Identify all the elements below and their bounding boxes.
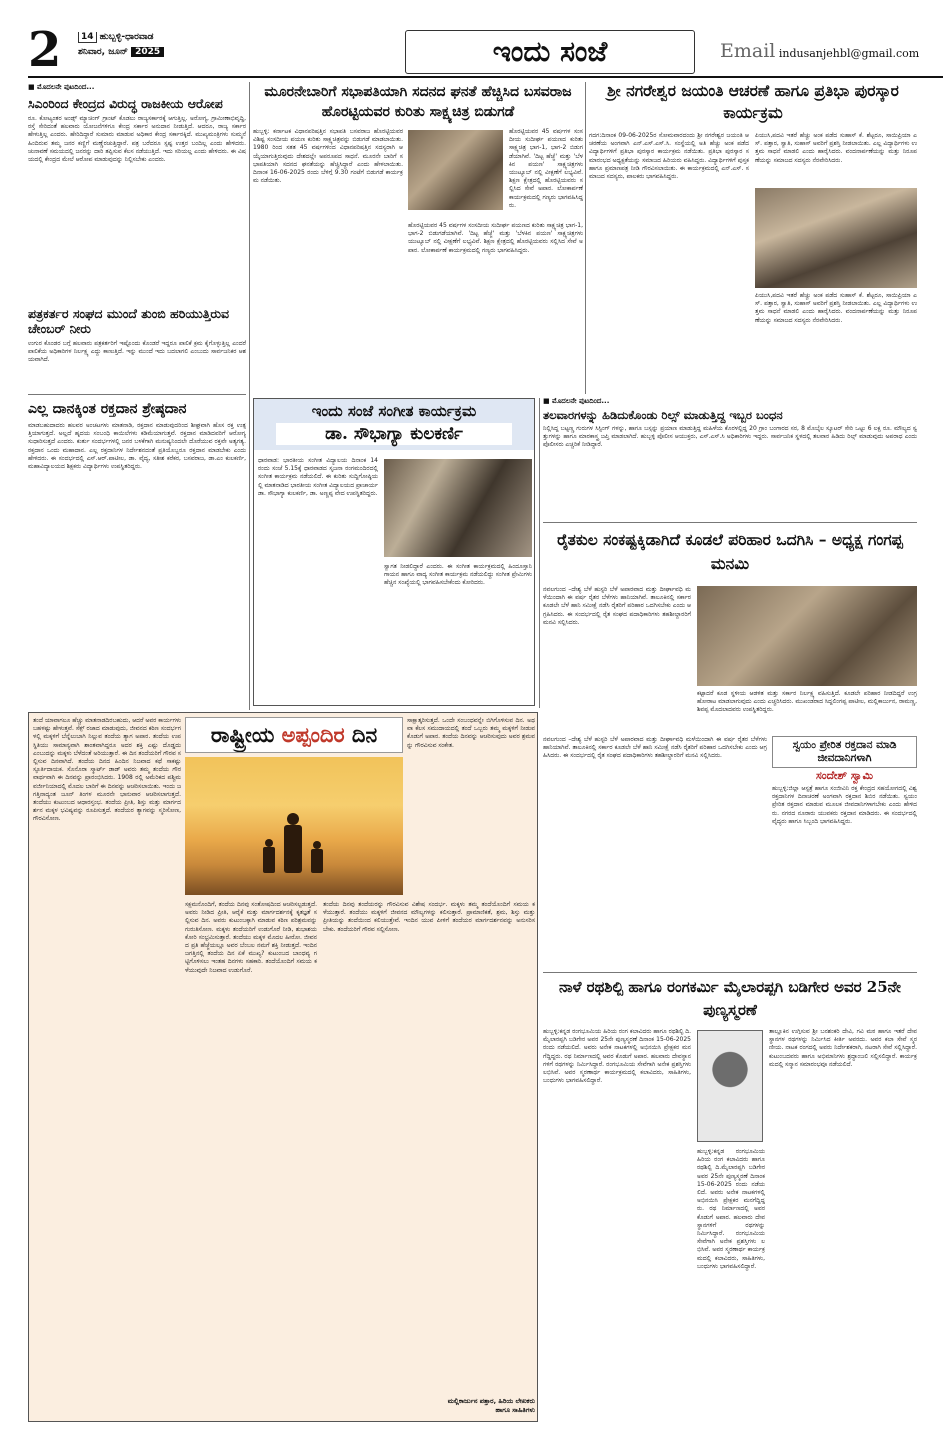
page-header xyxy=(0,0,945,80)
kicker-label: ■ ಮೊದಲನೇ ಪುಟದಿಂದ... xyxy=(543,397,610,405)
article-headline: ತಲವಾರಗಳನ್ನು ಹಿಡಿದುಕೊಂಡು ರಿಲ್ಸ್ ಮಾಡುತ್ತಿದ್ದ ಇಬ್ಬರ ಬಂಧನ xyxy=(543,408,783,422)
article-body: ಕಟ್ಟಾದರೆ ಕೂಡ ಸ್ಥಳೀಯ ಆಡಳಿತ ಮತ್ತು ಸರ್ಕಾರ ನಿರ್ಲಕ್ಷ್ಯ ವಹಿಸುತ್ತಿದೆ. ಕೂಡಲೇ ಪರಿಹಾರ ನೀಡದಿದ್ದರೆ ಉಗ್ರ ಹೋರಾಟ ಮಾಡಲಾಗುವುದು ಎಂದು ಎಚ್ಚರಿಸಿದರು. ಮುಖಂಡರಾದ ಸಿದ್ದಲಿಂಗಪ್ಪ ಪಾಟೀಲ, ಮಲ್ಲಿಕಾರ್ಜುನ, ರಾಮಣ್ಣ, ಶಿವಪ್ಪ ಮೊದಲಾದವರು ಉಪಸ್ಥಿತರಿದ್ದರು. xyxy=(697,690,917,714)
divider xyxy=(28,394,246,395)
masthead-logo: ಇಂದು ಸಂಜೆ xyxy=(405,30,695,74)
article-fathers-day xyxy=(28,712,538,1422)
article-body: ಹುಬ್ಬಳ್ಳಿ:ಜಿಲ್ಲಾ ಆಸ್ಪತ್ರೆ ಹಾಗೂ ಸಂಜೀವಿನಿ ರಕ್ತ ಕೇಂದ್ರದ ಸಹಯೋಗದಲ್ಲಿ ವಿಶ್ವ ರಕ್ತದಾನಿಗಳ ದಿನಾಚರಣೆ ಅಂಗವಾಗಿ ರಕ್ತದಾನ ಶಿಬಿರ ನಡೆಯಿತು. ಸ್ವಯಂ ಪ್ರೇರಿತ ರಕ್ತದಾನ ಮಾಡುವ ಮೂಲಕ ಜೀವದಾನಿಗಳಾಗಬೇಕು ಎಂದು ಹೇಳಿದರು. ನಗರದ ನೂರಾರು ಯುವಕರು ರಕ್ತದಾನ ಮಾಡಿದರು. ಈ ಸಂದರ್ಭದಲ್ಲಿ ವೈದ್ಯರು ಹಾಗೂ ಸಿಬ್ಬಂದಿ ಭಾಗವಹಿಸಿದ್ದರು. xyxy=(772,785,917,825)
article-headline: ಮೂರನೇಬಾರಿಗೆ ಸಭಾಪತಿಯಾಗಿ ಸದನದ ಘನತೆ ಹೆಚ್ಚಿಸಿದ ಬಸವರಾಜ ಹೊರಟ್ಟಿಯವರ ಕುರಿತು ಸಾಕ್ಷ್ಯಚಿತ್ರ ಬಿಡುಗಡೆ xyxy=(264,84,572,120)
article-body-cont: ಹೊರಟ್ಟಿಯವರ 45 ವರ್ಷಗಳ ಸಂಸದೀಯ ಸುದೀರ್ಘ ಪಯಣದ ಕುರಿತು ಸಾಕ್ಷ್ಯಚಿತ್ರ ಭಾಗ-1, ಭಾಗ-2 ಬಿಡುಗಡೆಯಾಗಿವೆ. 'ದಿಟ್ಟ ಹೆಜ್ಜೆ' ಮತ್ತು 'ಬೆಳಕಿನ ಪಯಣ' ಸಾಕ್ಷ್ಯಚಿತ್ರಗಳು ಯುಟ್ಯೂಬ್ ನಲ್ಲಿ ವೀಕ್ಷಣೆಗೆ ಲಭ್ಯವಿವೆ. ಶಿಕ್ಷಣ ಕ್ಷೇತ್ರದಲ್ಲಿ ಹೊರಟ್ಟಿಯವರು ಸಲ್ಲಿಸಿದ ಸೇವೆ ಅಪಾರ. ಲೋಕಾರ್ಪಣೆ ಕಾರ್ಯಕ್ರಮದಲ್ಲಿ ಗಣ್ಯರು ಭಾಗವಹಿಸಿದ್ದರು. xyxy=(408,222,583,254)
divider xyxy=(543,972,917,973)
photo-portrait xyxy=(697,1030,763,1142)
article-body: ಧಾರವಾಡ: ಭಾರತೀಯ ಸಂಗೀತ ವಿದ್ಯಾಲಯ ದಿನಾಂಕ 14 ರಂದು ಸಂಜೆ 5.15ಕ್ಕೆ ಧಾರವಾಡದ ಸೃಜನಾ ರಂಗಮಂದಿರದಲ್ಲಿ ಸಂಗೀತ ಕಾರ್ಯಕ್ರಮ ನಡೆಯಲಿದೆ. ಈ ಕುರಿತು ಸುದ್ದಿಗೋಷ್ಠಿಯಲ್ಲಿ ಮಾತನಾಡಿದ ಭಾರತೀಯ ಸಂಗೀತ ವಿದ್ಯಾಲಯದ ಪ್ರಾಚಾರ್ಯ ಡಾ. ಸೌಭಾಗ್ಯಾ ಕುಲಕರ್ಣಿ, ಡಾ. ಅಣ್ಣಪ್ಪ ವೇದ ಉಪಸ್ಥಿತರಿದ್ದರು. xyxy=(258,457,378,497)
photo-press-meet xyxy=(384,459,532,557)
article-body: ಸಾಕ್ಷಾತ್ಕರಿಸುತ್ತದೆ. ಒಂದೇ ಸಂಬಂಧವನ್ನೇ ಬಿಗಿಗೊಳಿಸುವ ದಿನ. ಅಥವಾ ಕೆಲಸ ಸಮುದಾಯದಲ್ಲಿ ತಂದೆ ಒಬ್ಬರು ತಮ್ಮ ಮಕ್ಕಳಿಗೆ ನೀಡುವ ಕೊಡುಗೆ ಅಪಾರ. ತಂದೆಯ ದಿನವನ್ನು ಆಚರಿಸುವುದು ಅವರ ಶ್ರಮವನ್ನು ಗೌರವಿಸುವ ಸಂಕೇತ. xyxy=(407,717,535,749)
headline-part: ದಿನ xyxy=(344,722,378,747)
article-documentary xyxy=(253,82,583,394)
photo-farmers-memorandum xyxy=(697,586,917,686)
article-headline: ರೈತಕುಲ ಸಂಕಷ್ಟಕ್ಕಿಡಾಗಿದೆ ಕೂಡಲೆ ಪರಿಹಾರ ಒದಗಿಸಿ – ಅಧ್ಯಕ್ಷ ಗಂಗಪ್ಪ ಮನಮಿ xyxy=(557,530,903,573)
headline-highlight: ಅಪ್ಪಂದಿರ xyxy=(281,722,345,747)
issue-number: 14 xyxy=(78,32,97,43)
article-body-cont: ಹುಬ್ಬಳ್ಳಿ:ಕನ್ನಡ ರಂಗಭೂಮಿಯ ಹಿರಿಯ ರಂಗ ಕಲಾವಿದರು ಹಾಗೂ ರಥಶಿಲ್ಪಿ ದಿ.ಮೈಲಾರಪ್ಪಗಿ ಬಡಿಗೇರ ಅವರ 25ನೇ ಪುಣ್ಯಸ್ಮರಣೆ ದಿನಾಂಕ 15-06-2025 ರಂದು ನಡೆಯಲಿದೆ. ಅವರು ಅನೇಕ ನಾಟಕಗಳಲ್ಲಿ ಅಭಿನಯಿಸಿ ಪ್ರೇಕ್ಷಕರ ಮನಗೆದ್ದಿದ್ದರು. ರಥ ನಿರ್ಮಾಣದಲ್ಲಿ ಅವರ ಕೊಡುಗೆ ಅಪಾರ. ಹಲವಾರು ದೇವಸ್ಥಾನಗಳಿಗೆ ರಥಗಳನ್ನು ನಿರ್ಮಿಸಿದ್ದಾರೆ. ರಂಗಭೂಮಿಯ ಸೇವೆಗಾಗಿ ಅನೇಕ ಪ್ರಶಸ್ತಿಗಳು ಲಭಿಸಿವೆ. ಅವರ ಸ್ಮರಣಾರ್ಥ ಕಾರ್ಯಕ್ರಮದಲ್ಲಿ ಕಲಾವಿದರು, ಸಾಹಿತಿಗಳು, ಬಂಧುಗಳು ಭಾಗವಹಿಸಲಿದ್ದಾರೆ. xyxy=(697,1148,765,1270)
column-left xyxy=(28,82,246,722)
page-number: 2 xyxy=(28,30,62,70)
article-headline: ಪತ್ರಕರ್ತರ ಸಂಘದ ಮುಂದೆ ತುಂಬಿ ಹರಿಯುತ್ತಿರುವ ಚೇಂಬರ್ ನೀರು xyxy=(28,306,229,336)
article-body: ಸ್ವಾಗತ ನೀಡಲಿದ್ದಾರೆ ಎಂದರು. ಈ ಸಂಗೀತ ಕಾರ್ಯಕ್ರಮದಲ್ಲಿ ಹಿಂದೂಸ್ತಾನಿ ಗಾಯನ ಹಾಗೂ ವಾದ್ಯ ಸಂಗೀತ ಕಾರ್ಯಕ್ರಮ ನಡೆಯಲಿದ್ದು ಸಂಗೀತ ಪ್ರೇಮಿಗಳು ಹೆಚ್ಚಿನ ಸಂಖ್ಯೆಯಲ್ಲಿ ಭಾಗವಹಿಸಬೇಕೆಂದು ಕೋರಿದರು. xyxy=(384,563,532,587)
article-body: ತಂದೆಯ ದಿನವು ತಂದೆಯರನ್ನು ಗೌರವಿಸುವ ವಿಶೇಷ ಸಂದರ್ಭ. ಮಕ್ಕಳು ತಮ್ಮ ತಂದೆಯೊಂದಿಗೆ ಸಮಯ ಕಳೆಯುತ್ತಾರೆ. ತಂದೆಯು ಮಕ್ಕಳಿಗೆ ಜೀವನದ ಮೌಲ್ಯಗಳನ್ನು ಕಲಿಸುತ್ತಾರೆ. ಪ್ರಾಮಾಣಿಕತೆ, ಶ್ರಮ, ಶಿಸ್ತು ಮತ್ತು ಪ್ರೀತಿಯನ್ನು ತಂದೆಯಿಂದ ಕಲಿಯುತ್ತೇವೆ. ಇಂದಿನ ಯುವ ಪೀಳಿಗೆ ತಂದೆಯರ ಮಾರ್ಗದರ್ಶನವನ್ನು ಅನುಸರಿಸಬೇಕು. ತಂದೆಯರಿಗೆ ಗೌರವ ಸಲ್ಲಿಸೋಣ. xyxy=(323,901,535,933)
article-body: ತಾಲ್ಲೂಕಿನ ಉಗ್ಗಿಸುವ ಶ್ರೀ ಬನಶಂಕರಿ ದೇವಿ, ಗವಿ ಮಠ ಹಾಗೂ ಇತರೆ ದೇವಸ್ಥಾನಗಳ ರಥಗಳನ್ನು ನಿರ್ಮಿಸಿದ ಕೀರ್ತಿ ಅವರದು. ಅವರ ಕಲಾ ಸೇವೆ ಸ್ಮರಣೀಯ. ನಾಟಕ ರಂಗದಲ್ಲಿ ಅವರು ನಿರ್ದೇಶಕರಾಗಿ, ನಟರಾಗಿ ಸೇವೆ ಸಲ್ಲಿಸಿದ್ದಾರೆ. ಕುಟುಂಬದವರು ಹಾಗೂ ಅಭಿಮಾನಿಗಳು ಶ್ರದ್ಧಾಂಜಲಿ ಸಲ್ಲಿಸಲಿದ್ದಾರೆ. ಕಾರ್ಯಕ್ರಮದಲ್ಲಿ ಸನ್ಮಾನ ಸಮಾರಂಭವೂ ನಡೆಯಲಿದೆ. xyxy=(769,1028,917,1068)
music-headline: ಇಂದು ಸಂಜೆ ಸಂಗೀತ ಕಾರ್ಯಕ್ರಮ xyxy=(311,402,477,420)
photo-chairman xyxy=(408,130,503,210)
article-nagareshwara xyxy=(589,80,917,394)
photo-awards xyxy=(755,188,917,288)
article-music xyxy=(253,398,535,706)
author-title: ಹಾಗೂ ಸಾಹಿತಿಗಳು xyxy=(495,1406,535,1414)
issue-year: 2025 xyxy=(131,47,164,57)
issue-day: ಶನಿವಾರ, ಜೂನ್ xyxy=(78,47,128,57)
article-arrest xyxy=(543,396,917,520)
article-body: ಪಿಯುಸಿ,ಪದವಿ ಇತರೆ ಹೆಚ್ಚು ಅಂಕ ಪಡೆದ ಸುಹಾಸ್ ಕೆ. ಶೆಟ್ಟರೂ, ಸಾಯಿಪ್ರಿಯಾ ಎಸ್. ಪತ್ತಾರ, ಸ್ವಾತಿ, ಸುಹಾಸ್ ಅವರಿಗೆ ಪ್ರಶಸ್ತಿ ನೀಡಲಾಯಿತು. ಎಲ್ಲ ವಿದ್ಯಾರ್ಥಿಗಳು ಉತ್ತಮ ಸಾಧನೆ ಮಾಡಲಿ ಎಂದು ಹಾರೈಸಿದರು. ವಂದನಾರ್ಪಣೆಯನ್ನು ಮತ್ತು ನಿರೂಪಣೆಯನ್ನು ಸಮಾಜದ ಸದಸ್ಯರು ನೆರವೇರಿಸಿದರು. xyxy=(755,132,917,164)
photo-father-children-silhouette xyxy=(185,757,403,895)
article-body: ನವಲಗುಂದ –ದೇಶ್ಯ ಬೆಳೆ ಹುಸ್ಟರಿ ಬೆಳೆ ಅಪಾರವಾದ ಮತ್ತು ದೀರ್ಘಾವಧಿ ಮಳೆಯಿಂದಾಗಿ ಈ ವರ್ಷ ರೈತರ ಬೆಳೆಗಳು ಹಾನಿಯಾಗಿವೆ. ತಾಲೂಕಿನಲ್ಲಿ ಸರ್ಕಾರ ಕೂಡಲೇ ಬೆಳೆ ಹಾನಿ ಸಮೀಕ್ಷೆ ನಡೆಸಿ ರೈತರಿಗೆ ಪರಿಹಾರ ಒದಗಿಸಬೇಕು ಎಂದು ಆಗ್ರಹಿಸಿದರು. ಈ ಸಂದರ್ಭದಲ್ಲಿ ರೈತ ಸಂಘದ ಪದಾಧಿಕಾರಿಗಳು ತಹಶೀಲ್ದಾರರಿಗೆ ಮನವಿ ಸಲ್ಲಿಸಿದರು. xyxy=(543,586,691,626)
article-headline: ನಾಳೆ ರಥಶಿಲ್ಪಿ ಹಾಗೂ ರಂಗಕರ್ಮಿ ಮೈಲಾರಪ್ಪಗಿ ಬಡಿಗೇರ ಅವರ 25ನೇ ಪುಣ್ಯಸ್ಮರಣೆ xyxy=(559,978,901,1019)
article-body-cont: ಪಿಯುಸಿ,ಪದವಿ ಇತರೆ ಹೆಚ್ಚು ಅಂಕ ಪಡೆದ ಸುಹಾಸ್ ಕೆ. ಶೆಟ್ಟರೂ, ಸಾಯಿಪ್ರಿಯಾ ಎಸ್. ಪತ್ತಾರ, ಸ್ವಾತಿ, ಸುಹಾಸ್ ಅವರಿಗೆ ಪ್ರಶಸ್ತಿ ನೀಡಲಾಯಿತು. ಎಲ್ಲ ವಿದ್ಯಾರ್ಥಿಗಳು ಉತ್ತಮ ಸಾಧನೆ ಮಾಡಲಿ ಎಂದು ಹಾರೈಸಿದರು. ವಂದನಾರ್ಪಣೆಯನ್ನು ಮತ್ತು ನಿರೂಪಣೆಯನ್ನು ಸಮಾಜದ ಸದಸ್ಯರು ನೆರವೇರಿಸಿದರು. xyxy=(755,292,917,324)
article-headline: ಶ್ರೀ ನಗರೇಶ್ವರ ಜಯಂತಿ ಆಚರಣೆ ಹಾಗೂ ಪ್ರತಿಭಾ ಪುರಸ್ಕಾರ ಕಾರ್ಯಕ್ರಮ xyxy=(607,81,899,122)
article-body: ರೂ. ಕೋಟ್ಯಂತರ ಅಂಡ್ಸ್ ಮ್ಯಾಚಿಂಗ್ ಗ್ರಾಂಟ್ ಕೊಡಲು ರಾಜ್ಯಸರ್ಕಾರಕ್ಕೆ ಆಗುತ್ತಿಲ್ಲ. ಅರೋಗ್ಯ, ಗ್ರಾಮೀಣಾಭಿವೃದ್ಧಿ, ರಸ್ತೆ ಸೇರಿದಂತೆ ಹಲವಾರು ಯೋಜನೆಗಳಿಗೂ ಕೇಂದ್ರ ಸರ್ಕಾರ ಅನುದಾನ ನೀಡುತ್ತಿದೆ. ಆದರೂ, ರಾಜ್ಯ ಸರ್ಕಾರ ಹೇಳುತ್ತಿಲ್ಲ ಎಂದರು. ಹೇರಿದಿದ್ದಾರೆ ಸುಮಾರು ಮಾಡುವ ಅಧಿಕಾರ ಕೇಂದ್ರ ಸರ್ಕಾರಕ್ಕಿದೆ. ಮುಖ್ಯಮಂತ್ರಿಗಳು ಸುಮ್ಮನೆ ಹಿಂದಿರುವ ತಮ್ಮ ಜನರ ಕಣ್ಣಿಗೆ ಮಣ್ಣೆರಚುತ್ತಿದ್ದಾರೆ. ಪತ್ರ ಬರೆದರೂ ಸ್ಪಷ್ಟ ಉತ್ತರ ಬಂದಿಲ್ಲ ಎಂದು ಹೇಳಿದರು. ಚುನಾವಣೆ ಸಮಯದಲ್ಲಿ ಜನರನ್ನು ದಾರಿ ತಪ್ಪಿಸುವ ಕೆಲಸ ನಡೆಯುತ್ತಿದೆ. ಇದು ಸರಿಯಲ್ಲ ಎಂದು ಹೇಳಿದರು. ಈ ವಿಷಯದಲ್ಲಿ ಕೇಂದ್ರದ ಮೇಲೆ ಆರೋಪ ಮಾಡುವುದನ್ನು ನಿಲ್ಲಿಸಬೇಕು ಎಂದರು. xyxy=(28,115,246,164)
article-body: ಹೊರಟ್ಟಿಯವರ 45 ವರ್ಷಗಳ ಸಂಸದೀಯ ಸುದೀರ್ಘ ಪಯಣದ ಕುರಿತು ಸಾಕ್ಷ್ಯಚಿತ್ರ ಭಾಗ-1, ಭಾಗ-2 ಬಿಡುಗಡೆಯಾಗಿವೆ. 'ದಿಟ್ಟ ಹೆಜ್ಜೆ' ಮತ್ತು 'ಬೆಳಕಿನ ಪಯಣ' ಸಾಕ್ಷ್ಯಚಿತ್ರಗಳು ಯುಟ್ಯೂಬ್ ನಲ್ಲಿ ವೀಕ್ಷಣೆಗೆ ಲಭ್ಯವಿವೆ. ಶಿಕ್ಷಣ ಕ್ಷೇತ್ರದಲ್ಲಿ ಹೊರಟ್ಟಿಯವರು ಸಲ್ಲಿಸಿದ ಸೇವೆ ಅಪಾರ. ಲೋಕಾರ್ಪಣೆ ಕಾರ್ಯಕ್ರಮದಲ್ಲಿ ಗಣ್ಯರು ಭಾಗವಹಿಸಿದ್ದರು. xyxy=(509,128,583,209)
article-headline: ಸಿಎಂರಿಂದ ಕೇಂದ್ರದ ವಿರುದ್ಧ ರಾಜಕೀಯ ಆರೋಪ xyxy=(28,96,223,111)
headline-part: ರಾಷ್ಟ್ರೀಯ xyxy=(210,722,282,747)
article-body: ಗದಗ:ದಿನಾಂಕ 09-06-2025ರ ಸೋಮವಾರದಂದು ಶ್ರೀ ನಗರೇಶ್ವರ ಜಯಂತಿ ಆಚರಣೆಯ ಅಂಗವಾಗಿ ಎನ್.ಎಸ್.ಎಸ್.ಸಿ. ಸಂಸ್ಥೆಯಲ್ಲಿ ಅತಿ ಹೆಚ್ಚು ಅಂಕ ಪಡೆದ ವಿದ್ಯಾರ್ಥಿಗಳಿಗೆ ಪ್ರತಿಭಾ ಪುರಸ್ಕಾರ ಕಾರ್ಯಕ್ರಮ ನಡೆಯಿತು. ಪ್ರತಿಭಾ ಪುರಸ್ಕಾರ ಸಮಾರಂಭದ ಅಧ್ಯಕ್ಷತೆಯನ್ನು ಸಮಾಜದ ಹಿರಿಯರು ವಹಿಸಿದ್ದರು. ವಿದ್ಯಾರ್ಥಿಗಳಿಗೆ ಪುಸ್ತಕ ಹಾಗೂ ಪ್ರಮಾಣಪತ್ರ ನೀಡಿ ಗೌರವಿಸಲಾಯಿತು. ಈ ಕಾರ್ಯಕ್ರಮದಲ್ಲಿ ಎನ್.ಎಸ್. ಸಮಾಜದ ಸದಸ್ಯರು, ಪಾಲಕರು ಭಾಗವಹಿಸಿದ್ದರು. xyxy=(589,132,749,181)
article-playwright xyxy=(543,976,917,1422)
kicker-label: ■ ಮೊದಲನೇ ಪುಟದಿಂದ... xyxy=(28,83,95,91)
email-label: Email xyxy=(720,40,776,62)
article-body: ತಂದೆ ಯಾವಾಗಲೂ ಹೆಚ್ಚು ಮಾತನಾಡದಿರಬಹುದು, ಆದರೆ ಅವರ ಕಾರ್ಯಗಳು ಬಹಳಷ್ಟು ಹೇಳುತ್ತವೆ. ಸೆಕ್ಸ್ ರಜಾದ ಮಾಡುವುದು, ಜೀವನದ ಕಠಿಣ ಸಂದರ್ಭಗಳಲ್ಲಿ ಮಕ್ಕಳಿಗೆ ಬೆನ್ನೆಲುಬಾಗಿ ನಿಲ್ಲುವ ತಂದೆಯ ತ್ಯಾಗ ಅಪಾರ. ತಂದೆಯ ಉಪಸ್ಥಿತಿಯು ಸಾಮಾನ್ಯವಾಗಿ ಶಾಂತವಾಗಿದ್ದರೂ ಅದರ ಶಕ್ತಿ ಎಷ್ಟು ದೊಡ್ಡದು ಎಂಬುದನ್ನು ಮಕ್ಕಳು ಬೆಳೆದಂತೆ ಅರಿಯುತ್ತಾರೆ. ಈ ದಿನ ತಂದೆಯರಿಗೆ ಗೌರವ ಸಲ್ಲಿಸುವ ದಿನವಾಗಿದೆ. ತಂದೆಯ ದಿನದ ಹಿಂದಿನ ನಿಜವಾದ ಕಥೆ ಸಾಕಷ್ಟು ಸ್ಫೂರ್ತಿದಾಯಕ. ಸೊನೊರಾ ಸ್ಮಾರ್ಟ್ ಡಾಡ್ ಅವರು ತಮ್ಮ ತಂದೆಯ ಗೌರವಾರ್ಥವಾಗಿ ಈ ದಿನವನ್ನು ಪ್ರಾರಂಭಿಸಿದರು. 1908 ರಲ್ಲಿ ಅಮೆರಿಕದ ಪಶ್ಚಿಮ ವರ್ಜೀನಿಯಾದಲ್ಲಿ ಮೊದಲ ಬಾರಿಗೆ ಈ ದಿನವನ್ನು ಆಚರಿಸಲಾಯಿತು. ಇಂದು ಜಗತ್ತಿನಾದ್ಯಂತ ಜೂನ್ ತಿಂಗಳ ಮೂರನೇ ಭಾನುವಾರ ಆಚರಿಸಲಾಗುತ್ತದೆ. ತಂದೆಯು ಕುಟುಂಬದ ಆಧಾರಸ್ತಂಭ. ತಂದೆಯ ಪ್ರೀತಿ, ಶಿಸ್ತು ಮತ್ತು ಮಾರ್ಗದರ್ಶನ ಮಕ್ಕಳ ಭವಿಷ್ಯವನ್ನು ರೂಪಿಸುತ್ತದೆ. ತಂದೆಯರ ತ್ಯಾಗವನ್ನು ಸ್ಮರಿಸೋಣ, ಗೌರವಿಸೋಣ. xyxy=(33,717,181,823)
author-credit xyxy=(323,1397,535,1417)
author-name: ಮಲ್ಲಿಕಾರ್ಜುನ ಪತ್ತಾರ, ಹಿರಿಯ ಲೇಖಕರು xyxy=(447,1397,535,1405)
article-headline: ಎಲ್ಲ ದಾನಕ್ಕಿಂತ ರಕ್ತದಾನ ಶ್ರೇಷ್ಠದಾನ xyxy=(28,401,187,417)
divider xyxy=(543,522,917,523)
article-body: ಸಕ್ಷಮನೊಂದಿಗೆ, ತಂದೆಯ ದಿನವು ಸಂತೋಷದಿಂದ ಆಚರಿಸಲ್ಪಡುತ್ತದೆ. ಅವರು ನೀಡಿದ ಪ್ರೀತಿ, ಆರೈಕೆ ಮತ್ತು ಮಾರ್ಗದರ್ಶನಕ್ಕೆ ಕೃತಜ್ಞತೆ ಸಲ್ಲಿಸುವ ದಿನ. ಅವರು ಕುಟುಂಬಕ್ಕಾಗಿ ಮಾಡುವ ಕಠಿಣ ಪರಿಶ್ರಮವನ್ನು ಗುರುತಿಸೋಣ. ಮಕ್ಕಳು ತಂದೆಯರಿಗೆ ಉಡುಗೊರೆ ನೀಡಿ, ಶುಭಾಶಯ ಕೋರಿ ಸಂಭ್ರಮಿಸುತ್ತಾರೆ. ತಂದೆಯು ಮಕ್ಕಳ ಮೊದಲ ಹೀರೋ. ಜೀವನದ ಪ್ರತಿ ಹೆಜ್ಜೆಯಲ್ಲೂ ಅವರ ಬೆಂಬಲ ನಮಗೆ ಶಕ್ತಿ ನೀಡುತ್ತದೆ. ಇಂದಿನ ಜಗತ್ತಿನಲ್ಲಿ ತಂದೆಯ ದಿನ ಏಕೆ ಮುಖ್ಯ? ಕುಟುಂಬದ ಬಾಂಧವ್ಯ ಗಟ್ಟಿಗೊಳಿಸಲು ಇಂತಹ ದಿನಗಳು ಸಹಕಾರಿ. ತಂದೆಯೊಂದಿಗೆ ಸಮಯ ಕಳೆಯುವುದೇ ನಿಜವಾದ ಉಡುಗೊರೆ. xyxy=(185,901,317,974)
article-body: ಮಾಡಬಹುದಾದರು ಹಲವರ ಅಂಚಟಗಳು ಮಾತನಾಡಿ, ರಕ್ತದಾನ ಮಾಡುವುದರಿಂದ ಶೀಘ್ರವಾಗಿ ಹೊಸ ರಕ್ತ ಉತ್ಪತ್ತಿಯಾಗುತ್ತದೆ. ಅಲ್ಲದೆ ಹೃದಯ ಸಂಬಂಧಿ ಕಾಯಿಲೆಗಳು ಕಡಿಮೆಯಾಗುತ್ತವೆ. ರಕ್ತದಾನ ಮಾಡಿದವರಿಗೆ ಆರೋಗ್ಯ ಸುಧಾರಿಸುತ್ತದೆ ಎಂದರು. ಕುರ್ತು ಸಂದರ್ಭಗಳಲ್ಲಿ ಜನರ ಬಳಕೆಗಾಗಿ ಮನುಷ್ಯನಿಂದಲೇ ದೊರೆಯುವ ರಕ್ತವೇ ಅತ್ಯಗತ್ಯ. ರಕ್ತದಾನ ಒಂದು ಮಹಾದಾನ. ಎಲ್ಲ ರಕ್ತದಾನಿಗಳ ನಿರ್ದೇಶನದಂತೆ ಪ್ರತಿಯೊಬ್ಬರೂ ರಕ್ತದಾನ ಮಾಡಬೇಕು ಎಂದು ಹೇಳಿದರು. ಈ ಸಂದರ್ಭದಲ್ಲಿ ಎಸ್.ಆರ್.ಪಾಟೀಲ, ಡಾ. ವೈದ್ಯ, ಸತೀಶ ಕರೆಕರ, ಬಸವರಾಜ, ಡಾ.ಎಂ ಕುಲಕರ್ಣಿ, ಮಹಾವಿದ್ಯಾಲಯದ ಶಿಕ್ಷಕರು ವಿದ್ಯಾರ್ಥಿಗಳು ಉಪಸ್ಥಿತರಿದ್ದರು. xyxy=(28,422,246,471)
email-address: indusanjehbl@gmail.com xyxy=(778,47,920,60)
fathers-day-headline xyxy=(185,717,403,753)
article-headline: ಸ್ವಯಂ ಪ್ರೇರಿತ ರಕ್ತದಾನ ಮಾಡಿ ಜೀವದಾನಿಗಳಾಗಿ xyxy=(772,736,917,768)
article-body: ಹುಬ್ಬಳ್ಳಿ: ಕರ್ನಾಟಕ ವಿಧಾನಪರಿಷತ್ತಿನ ಸಭಾಪತಿ ಬಸವರಾಜ ಹೊರಟ್ಟಿಯವರ ವಿಶಿಷ್ಟ ಸಂಸದೀಯ ಪಯಣ ಕುರಿತು ಸಾಕ್ಷ್ಯಚಿತ್ರವನ್ನು ಬಿಡುಗಡೆ ಮಾಡಲಾಯಿತು. 1980 ರಿಂದ ಸತತ 45 ವರ್ಷಗಳಿಂದ ವಿಧಾನಪರಿಷತ್ತಿನ ಸದಸ್ಯರಾಗಿ ಆಯ್ಕೆಯಾಗುತ್ತಿರುವುದು ದೇಶದಲ್ಲೇ ಅಪರೂಪದ ಸಾಧನೆ. ಮೂರನೇ ಬಾರಿಗೆ ಸಭಾಪತಿಯಾಗಿ ಸದನದ ಘನತೆಯನ್ನು ಹೆಚ್ಚಿಸಿದ್ದಾರೆ ಎಂದು ಹೇಳಲಾಯಿತು. ದಿನಾಂಕ 16-06-2025 ರಂದು ಬೆಳಿಗ್ಗೆ 9.30 ಗಂಟೆಗೆ ಬಿಡುಗಡೆ ಕಾರ್ಯಕ್ರಮ ನಡೆಯಿತು. xyxy=(253,128,403,185)
article-blood-donation xyxy=(772,736,917,968)
city-name: ಹುಬ್ಬಳ್ಳಿ-ಧಾರವಾಡ xyxy=(99,32,154,42)
article-subheadline: ಸಂದೇಶ್ ಸ್ವಾಮಿ xyxy=(815,769,874,782)
article-body-farmers-cont: ನವಲಗುಂದ –ದೇಶ್ಯ ಬೆಳೆ ಹುಸ್ಟರಿ ಬೆಳೆ ಅಪಾರವಾದ ಮತ್ತು ದೀರ್ಘಾವಧಿ ಮಳೆಯಿಂದಾಗಿ ಈ ವರ್ಷ ರೈತರ ಬೆಳೆಗಳು ಹಾನಿಯಾಗಿವೆ. ತಾಲೂಕಿನಲ್ಲಿ ಸರ್ಕಾರ ಕೂಡಲೇ ಬೆಳೆ ಹಾನಿ ಸಮೀಕ್ಷೆ ನಡೆಸಿ ರೈತರಿಗೆ ಪರಿಹಾರ ಒದಗಿಸಬೇಕು ಎಂದು ಆಗ್ರಹಿಸಿದರು. ಈ ಸಂದರ್ಭದಲ್ಲಿ ರೈತ ಸಂಘದ ಪದಾಧಿಕಾರಿಗಳು ತಹಶೀಲ್ದಾರರಿಗೆ ಮನವಿ ಸಲ್ಲಿಸಿದರು. xyxy=(543,736,767,760)
article-farmers xyxy=(543,528,917,734)
header-rule xyxy=(28,76,943,78)
issue-info xyxy=(78,32,248,76)
music-artist: ಡಾ. ಸೌಭಾಗ್ಯಾ ಕುಲಕರ್ಣಿ xyxy=(276,423,512,445)
article-body: ಉಗುರ ಕೊಂಡರ ಬಗ್ಗೆ ಹಲವಾರು ಪತ್ರಕರ್ತರಿಗೆ ಇಷ್ಟೊಂದು ಕೊಂಡರೆ ಇದ್ದರೂ ಪಾಲಿಕೆ ಕ್ರಮ ಕೈಗೊಳ್ಳುತ್ತಿಲ್ಲ ಎಂದರೆ ಪಾಲಿಕೆಯ ಅಧಿಕಾರಿಗಳ ನಿರ್ಲಕ್ಷ್ಯ ಎದ್ದು ಕಾಣುತ್ತಿದೆ. ಇನ್ನು ಮುಂದೆ ಇದು ಬದಲಾಗಲಿ ಎಂಬುದು ಸಾರ್ವಜನಿಕರ ಆಶಯವಾಗಿದೆ. xyxy=(28,340,246,364)
column-divider xyxy=(249,82,250,710)
column-divider xyxy=(585,82,586,394)
article-body: ಹುಬ್ಬಳ್ಳಿ:ಕನ್ನಡ ರಂಗಭೂಮಿಯ ಹಿರಿಯ ರಂಗ ಕಲಾವಿದರು ಹಾಗೂ ರಥಶಿಲ್ಪಿ ದಿ.ಮೈಲಾರಪ್ಪಗಿ ಬಡಿಗೇರ ಅವರ 25ನೇ ಪುಣ್ಯಸ್ಮರಣೆ ದಿನಾಂಕ 15-06-2025 ರಂದು ನಡೆಯಲಿದೆ. ಅವರು ಅನೇಕ ನಾಟಕಗಳಲ್ಲಿ ಅಭಿನಯಿಸಿ ಪ್ರೇಕ್ಷಕರ ಮನಗೆದ್ದಿದ್ದರು. ರಥ ನಿರ್ಮಾಣದಲ್ಲಿ ಅವರ ಕೊಡುಗೆ ಅಪಾರ. ಹಲವಾರು ದೇವಸ್ಥಾನಗಳಿಗೆ ರಥಗಳನ್ನು ನಿರ್ಮಿಸಿದ್ದಾರೆ. ರಂಗಭೂಮಿಯ ಸೇವೆಗಾಗಿ ಅನೇಕ ಪ್ರಶಸ್ತಿಗಳು ಲಭಿಸಿವೆ. ಅವರ ಸ್ಮರಣಾರ್ಥ ಕಾರ್ಯಕ್ರಮದಲ್ಲಿ ಕಲಾವಿದರು, ಸಾಹಿತಿಗಳು, ಬಂಧುಗಳು ಭಾಗವಹಿಸಲಿದ್ದಾರೆ. xyxy=(543,1028,691,1085)
contact-email[interactable] xyxy=(720,40,940,70)
article-body: ನಿಲ್ಲಿಸಿದ್ದ ಬಟ್ಟಣ್ಣ ಗುರುಗಳ ಸಿಸ್ಟಿಂಗ್ ಗಳನ್ನು, ಹಾಗೂ ಬಸ್ಸನ್ನು ಪ್ರಯಾಣ ಮಾಡುತ್ತಿದ್ದ ಮಹಿಳೆಯ ಕೊರಳಲ್ಲಿದ್ದ 20 ಗ್ರಾಂ ಬಂಗಾರದ ಸರ, 8 ಮೊಬೈಲ ಸ್ಕೂಟರ್ ಸೇರಿ ಒಟ್ಟು 6 ಲಕ್ಷ ರೂ. ಮೌಲ್ಯದ ಸ್ವತ್ತುಗಳನ್ನು ಹಾಗೂ ಮಾರಕಾಸ್ತ್ರ ಜಪ್ತಿ ಮಾಡಲಾಗಿದೆ. ಹುಬ್ಬಳ್ಳಿ ಪೊಲೀಸ ಆಯುಕ್ತರು, ಎಸ್.ಎಸ್.ಸಿ ಅಧಿಕಾರಿಗಳು ಇದ್ದರು. ಸಾರ್ವಜನಿಕ ಸ್ಥಳದಲ್ಲಿ ತಲವಾರ ಹಿಡಿದು ರಿಲ್ಸ್ ಮಾಡುವುದು ಅಪರಾಧ ಎಂದು ಪೊಲೀಸರು ಎಚ್ಚರಿಕೆ ನೀಡಿದ್ದಾರೆ. xyxy=(543,425,917,449)
column-divider xyxy=(539,398,540,708)
